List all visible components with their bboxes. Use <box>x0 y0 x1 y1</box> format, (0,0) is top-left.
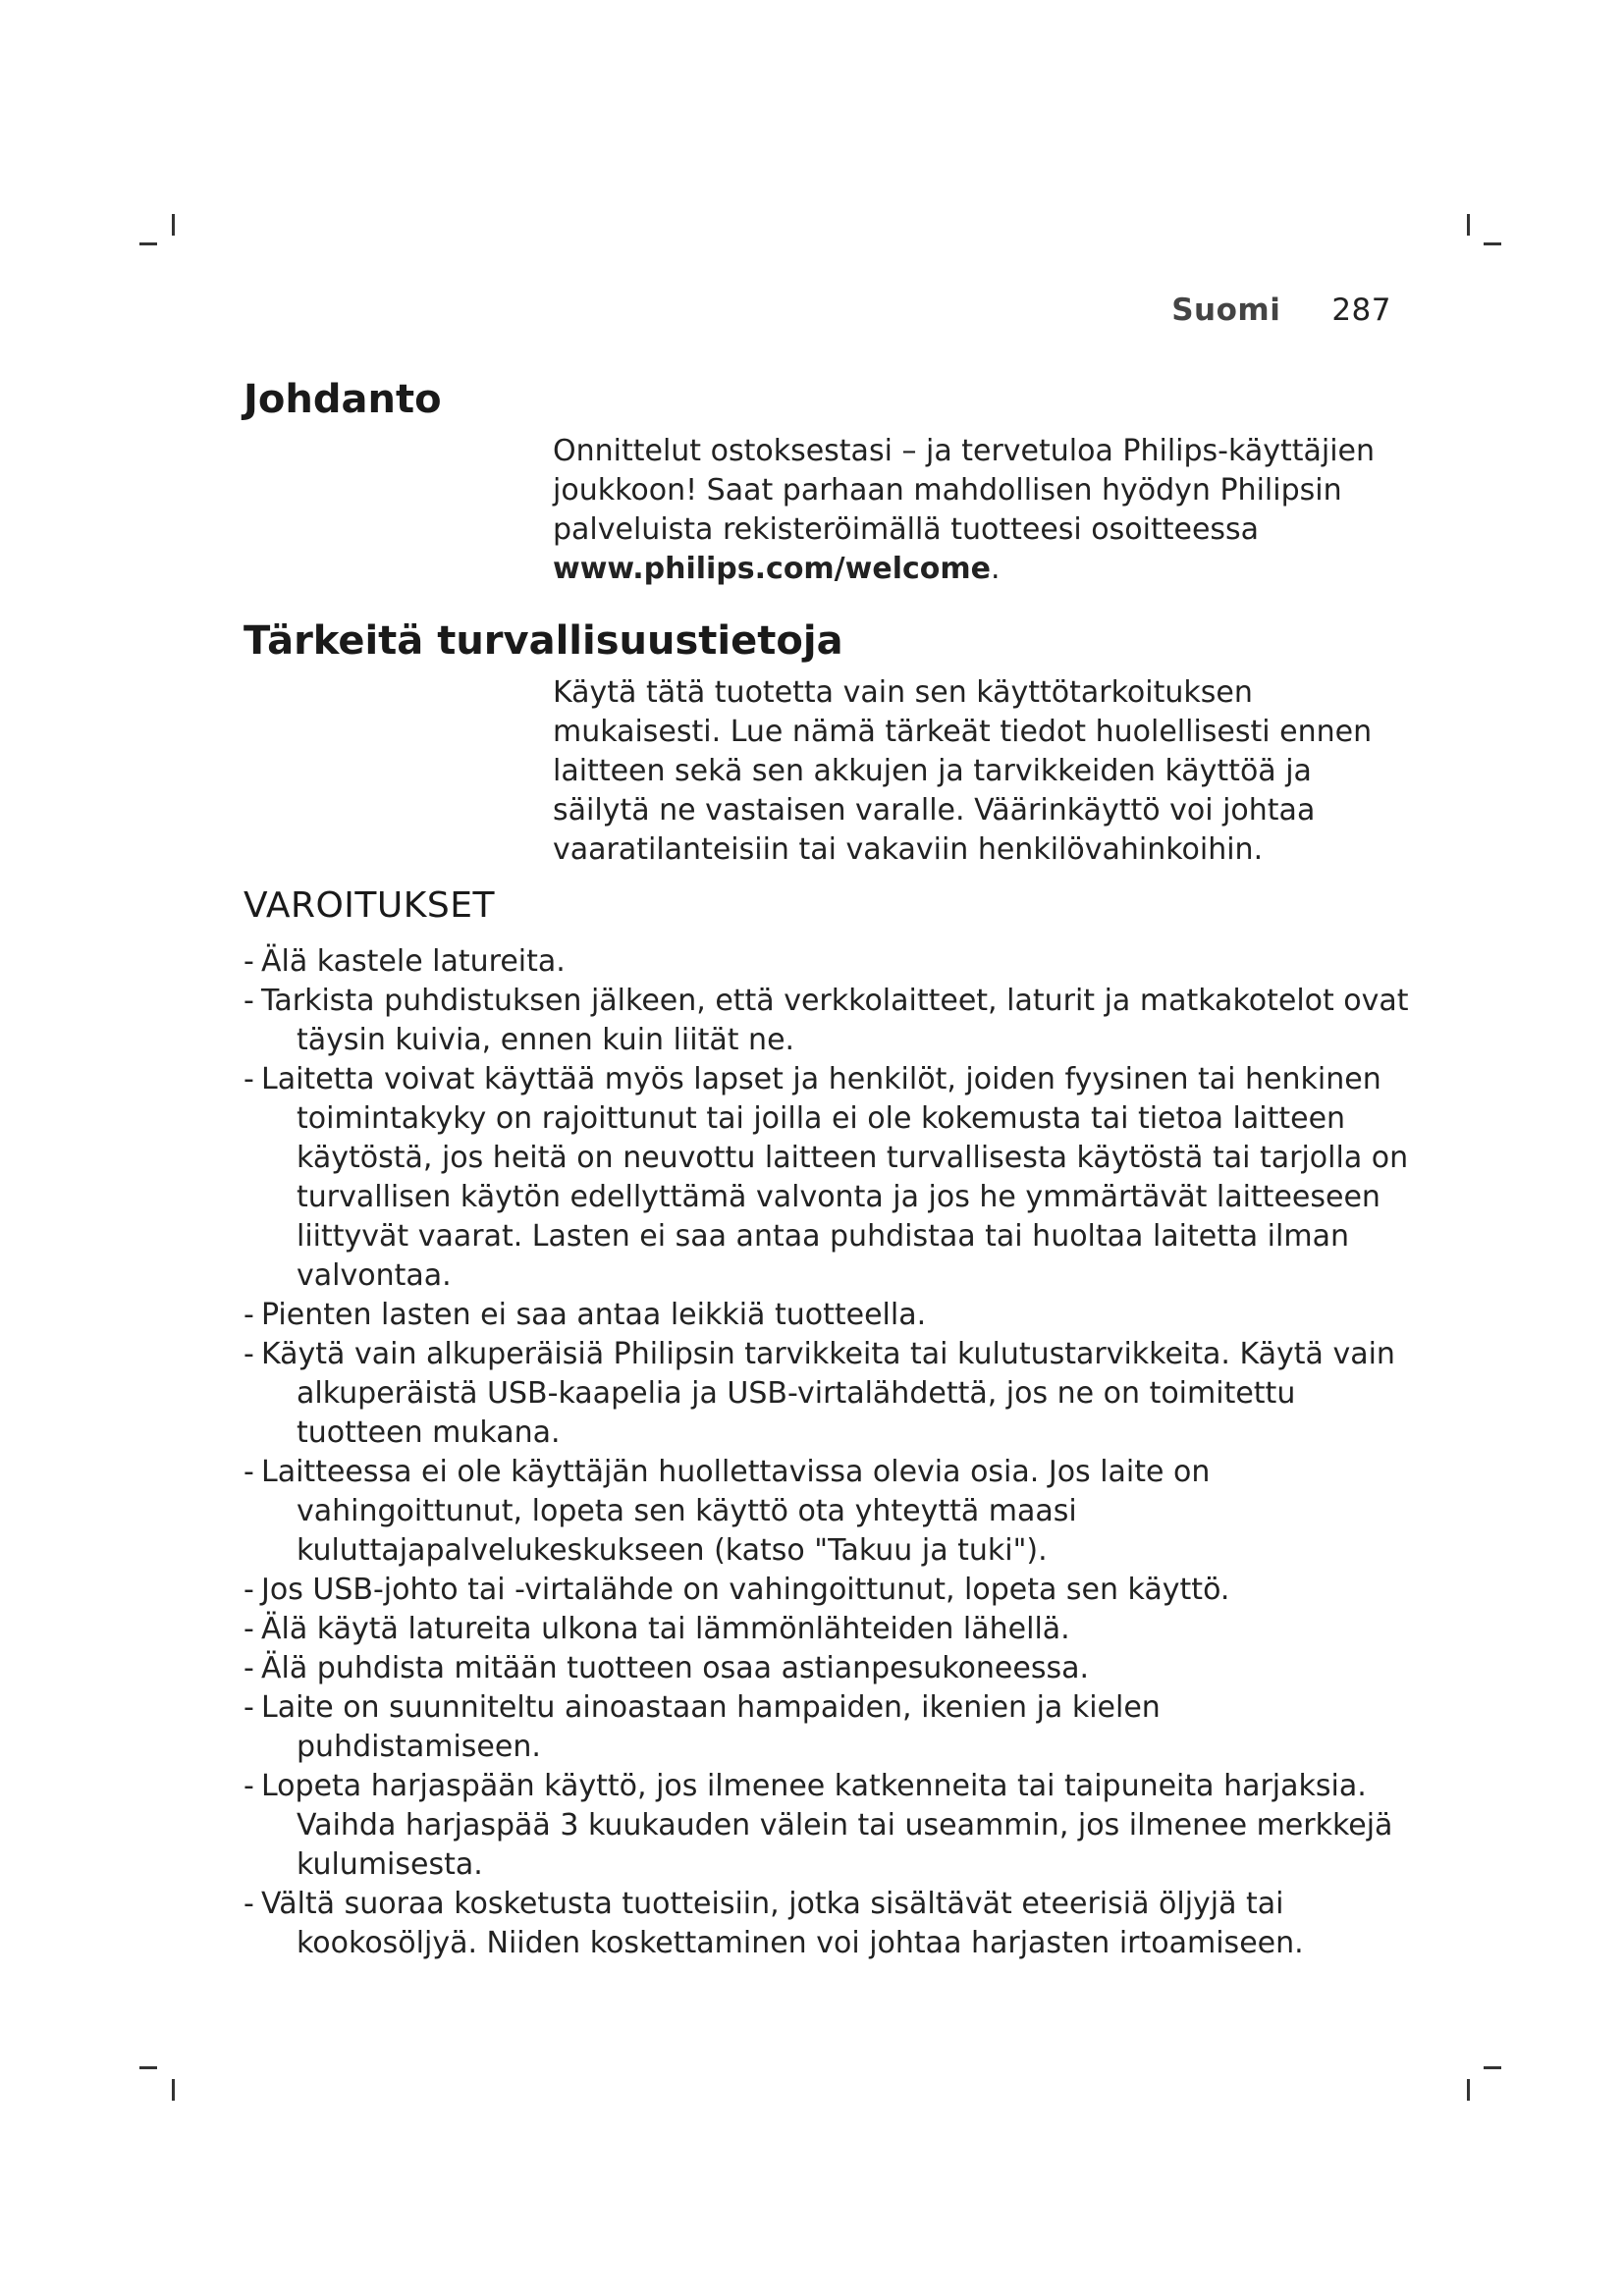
warning-item: - Lopeta harjaspään käyttö, jos ilmenee katkenneita tai taipuneita harjaksia. Vaihda harjaspää 3 kuukauden välein tai useammin, jos ilmenee merkkejä kulumisesta. <box>244 1769 1393 1882</box>
warning-item: - Laite on suunniteltu ainoastaan hampaiden, ikenien ja kielen puhdistamiseen. <box>244 1690 1161 1764</box>
warning-item: - Laitteessa ei ole käyttäjän huollettavissa olevia osia. Jos laite on vahingoittunut, lopeta sen käyttö ota yhteyttä maasi kuluttajapalvelukeskukseen (katso "Takuu ja tuki"). <box>244 1455 1211 1568</box>
crop-mark-top-left-h <box>139 242 157 245</box>
warning-item: - Vältä suoraa kosketusta tuotteisiin, jotka sisältävät eteerisiä öljyjä tai kookosöljyä. Niiden koskettaminen voi johtaa harjasten irtoamiseen. <box>244 1887 1304 1960</box>
intro-paragraph <box>553 432 1397 589</box>
intro-text-end: . <box>991 552 1001 586</box>
bullet-dash: - <box>244 944 254 979</box>
crop-mark-top-left-v <box>172 214 175 236</box>
crop-mark-top-right-v <box>1467 214 1470 236</box>
crop-mark-bottom-left-v <box>172 2079 175 2101</box>
safety-heading: Tärkeitä turvallisuustietoja <box>244 618 843 664</box>
bullet-dash: - <box>244 1651 254 1685</box>
bullet-dash: - <box>244 984 254 1018</box>
crop-mark-bottom-left-h <box>139 2066 157 2069</box>
warning-item: - Pienten lasten ei saa antaa leikkiä tuotteella. <box>244 1296 1412 1335</box>
warnings-list <box>244 942 1412 1963</box>
bullet-dash: - <box>244 1769 254 1803</box>
bullet-dash: - <box>244 1690 254 1725</box>
warning-item: - Älä käytä latureita ulkona tai lämmönlähteiden lähellä. <box>244 1610 1412 1649</box>
header-language: Suomi <box>1171 293 1281 328</box>
safety-paragraph: Käytä tätä tuotetta vain sen käyttötarkoituksen mukaisesti. Lue nämä tärkeät tiedot huolellisesti ennen laitteen sekä sen akkujen ja tarvikkeiden käyttöä ja säilytä ne vastaisen varalle. Väärinkäyttö voi johtaa vaaratilanteisiin tai vakaviin henkilövahinkoihin. <box>553 675 1373 867</box>
bullet-dash: - <box>244 1062 254 1096</box>
intro-heading: Johdanto <box>244 377 442 422</box>
bullet-dash: - <box>244 1573 254 1607</box>
bullet-dash: - <box>244 1612 254 1646</box>
bullet-dash: - <box>244 1887 254 1921</box>
page-number: 287 <box>1331 293 1391 328</box>
bullet-dash: - <box>244 1455 254 1489</box>
page-header <box>1171 293 1391 328</box>
crop-mark-bottom-right-h <box>1484 2066 1501 2069</box>
crop-mark-top-right-h <box>1484 242 1501 245</box>
warning-item: - Tarkista puhdistuksen jälkeen, että verkkolaitteet, laturit ja matkakotelot ovat täysin kuivia, ennen kuin liität ne. <box>244 984 1409 1057</box>
welcome-link[interactable]: www.philips.com/welcome <box>553 552 991 586</box>
crop-mark-bottom-right-v <box>1467 2079 1470 2101</box>
warning-item: - Älä puhdista mitään tuotteen osaa astianpesukoneessa. <box>244 1649 1412 1688</box>
bullet-dash: - <box>244 1337 254 1371</box>
warning-item: - Älä kastele latureita. <box>244 942 1412 982</box>
warning-item: - Laitetta voivat käyttää myös lapset ja henkilöt, joiden fyysinen tai henkinen toimintakyky on rajoittunut tai joilla ei ole kokemusta tai tietoa laitteen käytöstä, jos heitä on neuvottu laitteen turvallisesta käytöstä tai tarjolla on turvallisen käytön edellyttämä valvonta ja jos he ymmärtävät laitteeseen liittyvät vaarat. Lasten ei saa antaa puhdistaa tai huoltaa laitetta ilman valvontaa. <box>244 1062 1409 1293</box>
warnings-heading: VAROITUKSET <box>244 885 495 926</box>
intro-text: Onnittelut ostoksestasi – ja tervetuloa Philips-käyttäjien joukkoon! Saat parhaan mahdollisen hyödyn Philipsin palveluista rekisteröimällä tuotteesi osoitteessa <box>553 434 1376 547</box>
warning-item: - Jos USB-johto tai -virtalähde on vahingoittunut, lopeta sen käyttö. <box>244 1571 1412 1610</box>
warning-item: - Käytä vain alkuperäisiä Philipsin tarvikkeita tai kulutustarvikkeita. Käytä vain alkuperäistä USB-kaapelia ja USB-virtalähdettä, jos ne on toimitettu tuotteen mukana. <box>244 1337 1395 1450</box>
bullet-dash: - <box>244 1298 254 1332</box>
